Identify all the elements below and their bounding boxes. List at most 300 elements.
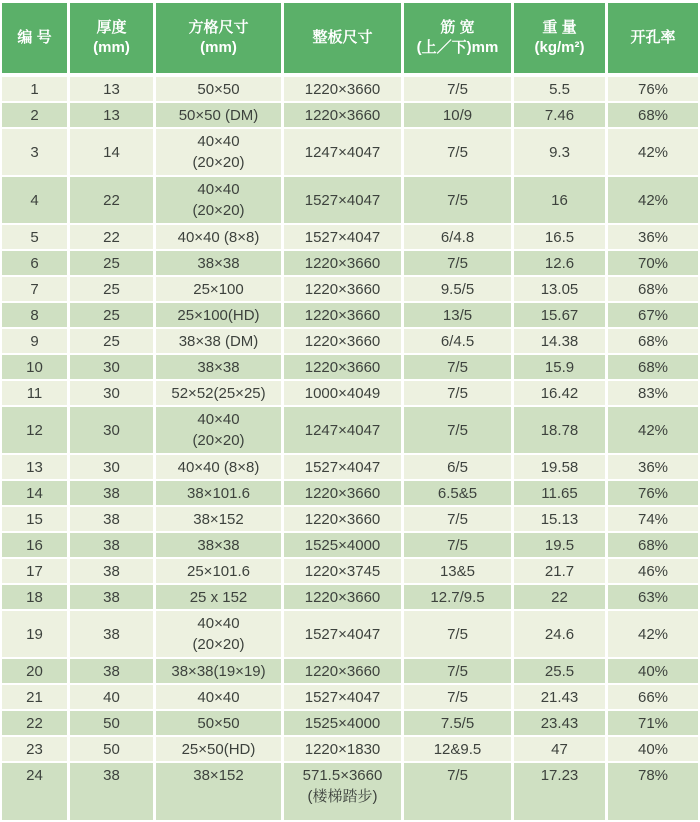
cell-open xyxy=(608,585,698,609)
cell-thickness-line: 50 xyxy=(103,740,120,758)
cell-panel-line: 1220×3660 xyxy=(304,510,381,528)
cell-thickness xyxy=(70,685,156,709)
table-row-13 xyxy=(2,455,698,479)
cell-weight-line: 9.3 xyxy=(549,143,570,161)
cell-rib-line: 7/5 xyxy=(447,767,468,784)
cell-weight-line: 13.05 xyxy=(540,280,579,298)
cell-no-line: 14 xyxy=(26,484,43,502)
cell-rib-line: 7/5 xyxy=(447,625,468,643)
cell-thickness-line: 38 xyxy=(103,767,120,784)
cell-no xyxy=(2,763,70,820)
cell-rib-line: 7/5 xyxy=(447,384,468,402)
cell-open-line: 70% xyxy=(637,254,669,272)
column-header-grid-line: 方格尺寸 xyxy=(188,19,249,36)
cell-thickness-line: 50 xyxy=(103,714,120,732)
cell-grid-line: 40×40 xyxy=(197,181,240,198)
cell-panel xyxy=(284,77,404,101)
cell-no-line: 10 xyxy=(26,358,43,376)
cell-rib xyxy=(404,533,514,557)
cell-thickness-line: 14 xyxy=(103,143,120,161)
cell-thickness xyxy=(70,455,156,479)
cell-weight-line: 21.7 xyxy=(544,562,575,580)
cell-panel-line: 1220×3660 xyxy=(304,662,381,680)
cell-thickness xyxy=(70,251,156,275)
cell-panel xyxy=(284,455,404,479)
cell-weight-line: 22 xyxy=(551,588,568,606)
cell-panel-line: 1525×4000 xyxy=(304,536,381,554)
cell-open xyxy=(608,711,698,735)
cell-open xyxy=(608,507,698,531)
cell-weight-line: 14.38 xyxy=(540,332,579,350)
cell-thickness xyxy=(70,177,156,223)
cell-thickness-line: 30 xyxy=(103,384,120,402)
cell-no-line: 19 xyxy=(26,625,43,643)
cell-open xyxy=(608,77,698,101)
cell-thickness-line: 13 xyxy=(103,106,120,124)
cell-panel xyxy=(284,277,404,301)
cell-thickness-line: 38 xyxy=(103,588,120,606)
cell-thickness-line: 40 xyxy=(103,688,120,706)
cell-no-line: 24 xyxy=(26,767,43,784)
cell-grid-line: 40×40 (8×8) xyxy=(177,458,260,476)
cell-rib-line: 6/5 xyxy=(447,458,468,476)
table-row-4 xyxy=(2,177,698,223)
cell-grid xyxy=(156,455,284,479)
cell-open xyxy=(608,559,698,583)
cell-weight xyxy=(514,533,608,557)
cell-rib-line: 13&5 xyxy=(439,562,476,580)
cell-no-line: 23 xyxy=(26,740,43,758)
cell-rib xyxy=(404,685,514,709)
cell-grid xyxy=(156,329,284,353)
cell-panel xyxy=(284,303,404,327)
column-header-thickness xyxy=(70,3,156,73)
cell-rib xyxy=(404,329,514,353)
cell-no-line: 12 xyxy=(26,421,43,439)
cell-no xyxy=(2,481,70,505)
cell-rib xyxy=(404,481,514,505)
cell-no-line: 17 xyxy=(26,562,43,580)
cell-no-line: 18 xyxy=(26,588,43,606)
cell-no xyxy=(2,225,70,249)
cell-thickness xyxy=(70,533,156,557)
cell-open xyxy=(608,659,698,683)
cell-grid-line: 25×100 xyxy=(193,280,244,298)
cell-no-line: 5 xyxy=(30,228,39,246)
cell-open-line: 63% xyxy=(637,588,669,606)
cell-open xyxy=(608,277,698,301)
cell-weight-line: 15.13 xyxy=(540,510,579,528)
cell-open-line: 36% xyxy=(637,458,669,476)
cell-rib-line: 10/9 xyxy=(442,106,473,124)
cell-panel xyxy=(284,507,404,531)
table-row-21 xyxy=(2,685,698,709)
cell-panel xyxy=(284,177,404,223)
cell-open xyxy=(608,251,698,275)
cell-panel-line: 1220×1830 xyxy=(304,740,381,758)
cell-rib-line: 6/4.8 xyxy=(440,228,475,246)
cell-weight xyxy=(514,277,608,301)
cell-panel-line: (楼梯踏步) xyxy=(307,788,378,805)
cell-rib xyxy=(404,225,514,249)
cell-grid xyxy=(156,711,284,735)
cell-panel-line: 1220×3660 xyxy=(304,484,381,502)
cell-thickness-line: 25 xyxy=(103,306,120,324)
cell-open-line: 76% xyxy=(637,484,669,502)
cell-thickness xyxy=(70,585,156,609)
cell-thickness xyxy=(70,77,156,101)
cell-rib xyxy=(404,355,514,379)
cell-grid xyxy=(156,585,284,609)
table-row-11 xyxy=(2,381,698,405)
cell-no xyxy=(2,659,70,683)
cell-thickness-line: 38 xyxy=(103,625,120,643)
cell-rib-line: 13/5 xyxy=(442,306,473,324)
cell-open xyxy=(608,355,698,379)
cell-thickness xyxy=(70,481,156,505)
cell-no xyxy=(2,355,70,379)
cell-panel-line: 1527×4047 xyxy=(304,228,381,246)
cell-rib-line: 6.5&5 xyxy=(437,484,478,502)
cell-open-line: 40% xyxy=(637,740,669,758)
cell-grid xyxy=(156,277,284,301)
column-header-panel-line: 整板尺寸 xyxy=(312,29,373,46)
cell-grid-line: 40×40 (8×8) xyxy=(177,228,260,246)
cell-rib-line: 7/5 xyxy=(447,510,468,528)
cell-thickness-line: 38 xyxy=(103,510,120,528)
cell-open-line: 74% xyxy=(637,510,669,528)
column-header-no-line: 编 号 xyxy=(17,29,52,46)
column-header-rib-line: 筋 宽 xyxy=(440,19,475,36)
cell-weight-line: 18.78 xyxy=(540,421,579,439)
cell-open-line: 42% xyxy=(637,421,669,439)
column-header-rib xyxy=(404,3,514,73)
cell-no xyxy=(2,737,70,761)
cell-thickness-line: 30 xyxy=(103,421,120,439)
cell-grid-line: 40×40 xyxy=(197,133,240,150)
cell-no-line: 3 xyxy=(30,143,39,161)
cell-thickness-line: 38 xyxy=(103,484,120,502)
cell-weight xyxy=(514,585,608,609)
cell-no-line: 6 xyxy=(30,254,39,272)
cell-grid-line: (20×20) xyxy=(192,202,245,219)
cell-weight xyxy=(514,455,608,479)
cell-thickness-line: 22 xyxy=(103,191,120,209)
cell-grid-line: 38×38(19×19) xyxy=(171,662,266,680)
cell-panel-line: 1000×4049 xyxy=(304,384,381,402)
cell-panel-line: 1220×3660 xyxy=(304,588,381,606)
cell-no xyxy=(2,685,70,709)
column-header-grid xyxy=(156,3,284,73)
cell-open-line: 42% xyxy=(637,625,669,643)
cell-grid-line: 25×101.6 xyxy=(187,562,250,580)
cell-open xyxy=(608,737,698,761)
cell-open xyxy=(608,455,698,479)
cell-thickness xyxy=(70,329,156,353)
cell-weight xyxy=(514,559,608,583)
cell-panel-line: 1220×3660 xyxy=(304,254,381,272)
cell-no xyxy=(2,277,70,301)
cell-grid xyxy=(156,77,284,101)
cell-grid-line: 38×152 xyxy=(193,510,244,528)
cell-open xyxy=(608,303,698,327)
cell-weight xyxy=(514,225,608,249)
cell-grid-line: 25×100(HD) xyxy=(177,306,260,324)
cell-weight xyxy=(514,329,608,353)
cell-weight xyxy=(514,711,608,735)
cell-grid-line: (20×20) xyxy=(192,154,245,171)
cell-weight xyxy=(514,103,608,127)
cell-thickness xyxy=(70,355,156,379)
cell-open xyxy=(608,329,698,353)
cell-rib xyxy=(404,129,514,175)
cell-weight-line: 15.9 xyxy=(544,358,575,376)
cell-weight xyxy=(514,251,608,275)
cell-grid xyxy=(156,481,284,505)
column-header-grid-line: (mm) xyxy=(200,39,237,56)
cell-weight xyxy=(514,659,608,683)
cell-no xyxy=(2,103,70,127)
column-header-no xyxy=(2,3,70,73)
cell-weight-line: 16.5 xyxy=(544,228,575,246)
cell-weight-line: 23.43 xyxy=(540,714,579,732)
cell-grid xyxy=(156,507,284,531)
cell-thickness-line: 13 xyxy=(103,80,120,98)
cell-rib xyxy=(404,507,514,531)
cell-no-line: 8 xyxy=(30,306,39,324)
cell-grid xyxy=(156,763,284,820)
cell-panel-line: 1527×4047 xyxy=(304,191,381,209)
table-row-23 xyxy=(2,737,698,761)
cell-no-line: 1 xyxy=(30,80,39,98)
cell-panel xyxy=(284,737,404,761)
cell-no-line: 9 xyxy=(30,332,39,350)
cell-weight-line: 11.65 xyxy=(541,484,578,502)
cell-open xyxy=(608,611,698,657)
cell-rib xyxy=(404,585,514,609)
cell-thickness xyxy=(70,711,156,735)
table-row-5 xyxy=(2,225,698,249)
cell-no-line: 2 xyxy=(30,106,39,124)
cell-rib xyxy=(404,407,514,453)
cell-rib xyxy=(404,659,514,683)
cell-open xyxy=(608,685,698,709)
cell-open xyxy=(608,103,698,127)
cell-open xyxy=(608,225,698,249)
cell-open xyxy=(608,533,698,557)
cell-thickness xyxy=(70,225,156,249)
table-row-15 xyxy=(2,507,698,531)
cell-rib xyxy=(404,711,514,735)
cell-weight-line: 16.42 xyxy=(540,384,579,402)
cell-rib xyxy=(404,763,514,820)
cell-grid-line: 38×38 xyxy=(197,536,240,554)
cell-grid xyxy=(156,559,284,583)
table-row-12 xyxy=(2,407,698,453)
cell-rib-line: 7/5 xyxy=(447,688,468,706)
cell-open-line: 46% xyxy=(637,562,669,580)
cell-no-line: 15 xyxy=(26,510,43,528)
cell-no xyxy=(2,251,70,275)
cell-weight-line: 5.5 xyxy=(549,80,570,98)
cell-open-line: 68% xyxy=(637,106,669,124)
cell-open-line: 42% xyxy=(637,143,669,161)
cell-grid-line: 40×40 xyxy=(197,688,240,706)
table-row-16 xyxy=(2,533,698,557)
cell-rib-line: 7.5/5 xyxy=(440,714,475,732)
cell-rib-line: 7/5 xyxy=(447,80,468,98)
cell-rib-line: 7/5 xyxy=(447,662,468,680)
cell-rib xyxy=(404,277,514,301)
cell-thickness-line: 38 xyxy=(103,662,120,680)
cell-panel xyxy=(284,481,404,505)
cell-no xyxy=(2,559,70,583)
cell-open-line: 36% xyxy=(637,228,669,246)
cell-grid-line: 38×152 xyxy=(193,767,244,784)
cell-open-line: 40% xyxy=(637,662,669,680)
cell-thickness xyxy=(70,129,156,175)
cell-grid-line: 40×40 xyxy=(197,411,240,428)
column-header-thickness-line: (mm) xyxy=(93,39,130,56)
cell-grid xyxy=(156,177,284,223)
cell-grid-line: 25×50(HD) xyxy=(181,740,256,758)
cell-no-line: 16 xyxy=(26,536,43,554)
cell-panel xyxy=(284,381,404,405)
cell-grid xyxy=(156,611,284,657)
table-row-20 xyxy=(2,659,698,683)
table-row-2 xyxy=(2,103,698,127)
cell-weight-line: 17.23 xyxy=(540,767,579,784)
cell-no xyxy=(2,407,70,453)
cell-open-line: 42% xyxy=(637,191,669,209)
cell-panel-line: 1527×4047 xyxy=(304,458,381,476)
table-row-8 xyxy=(2,303,698,327)
cell-open xyxy=(608,129,698,175)
column-header-thickness-line: 厚度 xyxy=(96,19,127,36)
cell-open xyxy=(608,407,698,453)
cell-panel-line: 571.5×3660 xyxy=(302,767,383,784)
cell-panel-line: 1220×3660 xyxy=(304,358,381,376)
cell-weight-line: 12.6 xyxy=(544,254,575,272)
cell-thickness-line: 38 xyxy=(103,562,120,580)
column-header-rib-line: (上／下)mm xyxy=(416,39,499,56)
cell-grid xyxy=(156,407,284,453)
column-header-weight xyxy=(514,3,608,73)
cell-rib-line: 7/5 xyxy=(447,143,468,161)
cell-panel xyxy=(284,611,404,657)
cell-panel xyxy=(284,559,404,583)
cell-grid xyxy=(156,355,284,379)
cell-rib-line: 7/5 xyxy=(447,254,468,272)
cell-thickness xyxy=(70,381,156,405)
cell-open xyxy=(608,481,698,505)
table-row-9 xyxy=(2,329,698,353)
cell-open-line: 68% xyxy=(637,536,669,554)
cell-no-line: 7 xyxy=(30,280,39,298)
cell-no xyxy=(2,585,70,609)
cell-grid-line: 38×101.6 xyxy=(187,484,250,502)
column-header-open-line: 开孔率 xyxy=(630,29,676,46)
cell-weight xyxy=(514,407,608,453)
table-header-row xyxy=(2,3,698,73)
cell-weight xyxy=(514,355,608,379)
cell-grid-line: 52×52(25×25) xyxy=(171,384,266,402)
cell-no xyxy=(2,329,70,353)
cell-weight xyxy=(514,129,608,175)
cell-weight xyxy=(514,303,608,327)
cell-rib-line: 7/5 xyxy=(447,421,468,439)
cell-no-line: 11 xyxy=(26,384,43,402)
cell-weight xyxy=(514,611,608,657)
cell-no-line: 20 xyxy=(26,662,43,680)
cell-panel xyxy=(284,329,404,353)
cell-rib-line: 7/5 xyxy=(447,536,468,554)
cell-no xyxy=(2,455,70,479)
cell-grid-line: 38×38 xyxy=(197,254,240,272)
cell-weight xyxy=(514,685,608,709)
cell-thickness xyxy=(70,611,156,657)
cell-thickness-line: 25 xyxy=(103,254,120,272)
cell-panel xyxy=(284,711,404,735)
cell-panel xyxy=(284,103,404,127)
cell-panel-line: 1220×3660 xyxy=(304,332,381,350)
table-row-10 xyxy=(2,355,698,379)
cell-thickness xyxy=(70,737,156,761)
cell-open-line: 71% xyxy=(637,714,669,732)
cell-grid xyxy=(156,225,284,249)
cell-thickness-line: 30 xyxy=(103,358,120,376)
cell-panel xyxy=(284,355,404,379)
cell-thickness-line: 25 xyxy=(103,280,120,298)
cell-thickness-line: 22 xyxy=(103,228,120,246)
cell-thickness xyxy=(70,277,156,301)
table-row-19 xyxy=(2,611,698,657)
cell-panel-line: 1220×3660 xyxy=(304,80,381,98)
cell-panel-line: 1527×4047 xyxy=(304,625,381,643)
cell-weight-line: 47 xyxy=(551,740,568,758)
cell-grid xyxy=(156,251,284,275)
cell-panel-line: 1220×3660 xyxy=(304,306,381,324)
cell-rib xyxy=(404,303,514,327)
cell-open xyxy=(608,177,698,223)
cell-grid-line: 25 x 152 xyxy=(189,588,248,606)
cell-no-line: 4 xyxy=(30,191,39,209)
cell-thickness-line: 30 xyxy=(103,458,120,476)
table-row-6 xyxy=(2,251,698,275)
cell-rib xyxy=(404,381,514,405)
cell-panel-line: 1220×3660 xyxy=(304,280,381,298)
cell-open-line: 67% xyxy=(637,306,669,324)
cell-weight xyxy=(514,507,608,531)
cell-open-line: 68% xyxy=(637,358,669,376)
cell-weight-line: 15.67 xyxy=(540,306,579,324)
cell-grid-line: 50×50 (DM) xyxy=(178,106,259,124)
table-row-14 xyxy=(2,481,698,505)
cell-panel xyxy=(284,685,404,709)
cell-weight-line: 25.5 xyxy=(544,662,575,680)
cell-panel-line: 1525×4000 xyxy=(304,714,381,732)
cell-thickness xyxy=(70,559,156,583)
cell-no xyxy=(2,507,70,531)
column-header-open xyxy=(608,3,698,73)
cell-panel xyxy=(284,763,404,820)
cell-panel xyxy=(284,533,404,557)
cell-weight xyxy=(514,177,608,223)
column-header-weight-line: 重 量 xyxy=(542,19,577,36)
cell-grid-line: (20×20) xyxy=(192,636,245,653)
table-row-3 xyxy=(2,129,698,175)
cell-grid xyxy=(156,303,284,327)
